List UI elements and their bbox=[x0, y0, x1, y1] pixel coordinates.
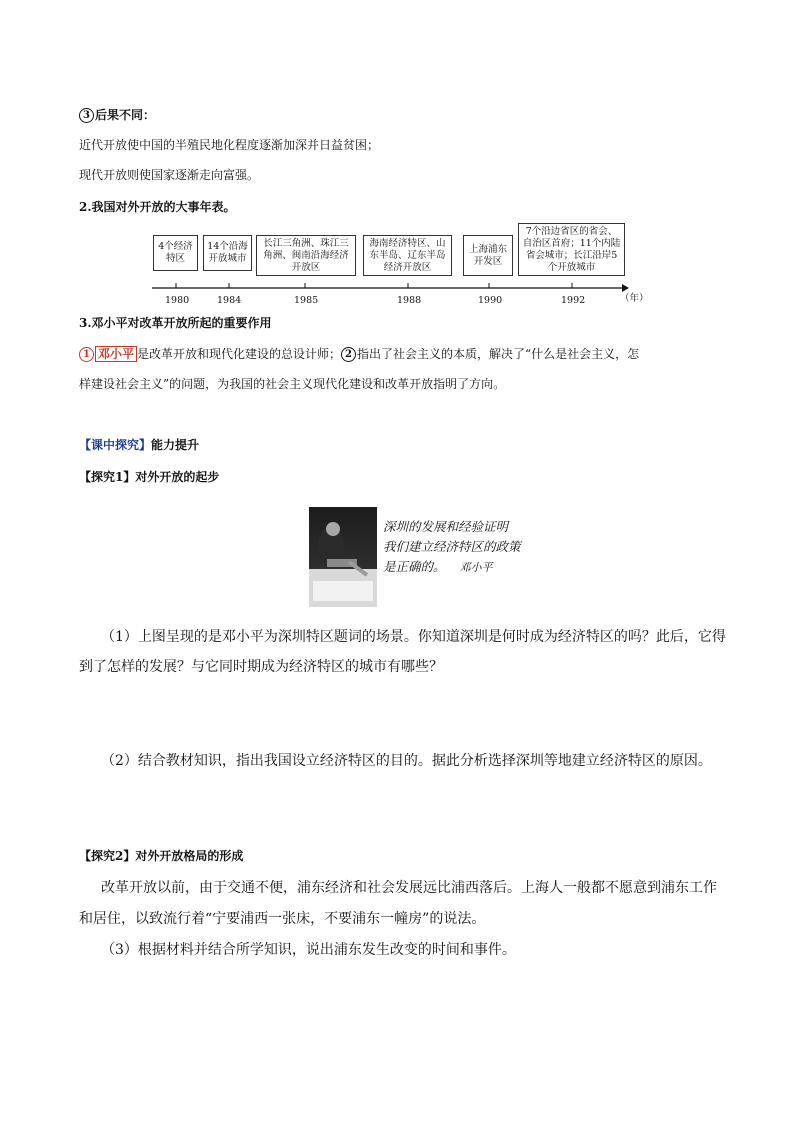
inclass-title: 能力提升 bbox=[151, 438, 200, 452]
deng-line-1 bbox=[79, 345, 639, 362]
timeline-heading: 2.我国对外开放的大事年表。 bbox=[79, 200, 236, 214]
timeline-event-1990: 上海浦东开发区 bbox=[463, 235, 513, 276]
explore1-heading: 【探究1】对外开放的起步 bbox=[79, 470, 220, 484]
deng-name: 邓小平 bbox=[95, 346, 137, 362]
consequence-line-1: 近代开放使中国的半殖民地化程度逐渐加深并日益贫困； bbox=[79, 138, 380, 152]
timeline-unit: （年） bbox=[620, 293, 649, 304]
material-line-2: 和居住，以致流行着“宁要浦西一张床，不要浦东一幢房”的说法。 bbox=[79, 911, 486, 927]
deng-inscription-photo bbox=[309, 507, 521, 607]
timeline-year-1988: 1988 bbox=[397, 295, 422, 306]
consequence-heading bbox=[79, 106, 155, 123]
timeline-event-1985: 长江三角洲、珠江三角洲、闽南沿海经济开放区 bbox=[256, 235, 356, 276]
inclass-heading bbox=[79, 436, 199, 453]
deng-line-2: 样建设社会主义”的问题，为我国的社会主义现代化建设和改革开放指明了方向。 bbox=[79, 377, 506, 391]
material-line-1: 改革开放以前，由于交通不便，浦东经济和社会发展远比浦西落后。上海人一般都不愿意到浦东工作 bbox=[101, 880, 717, 896]
question-1-line-1: （1）上图呈现的是邓小平为深圳特区题词的场景。你知道深圳是何时成为经济特区的吗？此后，它得 bbox=[101, 629, 726, 645]
question-2: （2）结合教材知识，指出我国设立经济特区的目的。据此分析选择深圳等地建立经济特区的原因。 bbox=[101, 753, 712, 769]
timeline-event-1980: 4个经济特区 bbox=[153, 235, 198, 271]
timeline-event-1988: 海南经济特区、山东半岛、辽东半岛经济开放区 bbox=[363, 235, 452, 276]
explore2-heading: 【探究2】对外开放格局的形成 bbox=[79, 849, 244, 863]
timeline-event-1984: 14个沿海开放城市 bbox=[203, 235, 252, 271]
timeline-event-1992: 7个沿边省区的省会、自治区首府；11个内陆省会城市；长江沿岸5个开放城市 bbox=[518, 223, 625, 276]
timeline-year-1990: 1990 bbox=[478, 295, 503, 306]
circle-number-2: 2 bbox=[341, 347, 356, 362]
timeline-year-1984: 1984 bbox=[217, 295, 242, 306]
deng-heading: 3.邓小平对改革开放所起的重要作用 bbox=[79, 316, 272, 330]
calligraphy-line-2: 我们建立经济特区的政策 bbox=[383, 539, 521, 554]
timeline-year-1985: 1985 bbox=[294, 295, 319, 306]
calligraphy-inscription bbox=[383, 517, 521, 578]
circle-number-1: 1 bbox=[79, 347, 94, 362]
timeline-year-1980: 1980 bbox=[165, 295, 190, 306]
question-1-line-2: 到了怎样的发展？与它同时期成为经济特区的城市有哪些？ bbox=[79, 659, 443, 675]
question-3: （3）根据材料并结合所学知识，说出浦东发生改变的时间和事件。 bbox=[101, 942, 516, 958]
timeline-axis bbox=[150, 282, 630, 296]
calligraphy-line-3: 是正确的。 邓小平 bbox=[383, 559, 493, 574]
consequence-line-2: 现代开放则使国家逐渐走向富强。 bbox=[79, 168, 260, 182]
timeline-year-1992: 1992 bbox=[561, 295, 586, 306]
inclass-bracket: 【课中探究】 bbox=[79, 438, 152, 452]
deng-writing-photo bbox=[309, 507, 377, 607]
deng-text-1: 是改革开放和现代化建设的总设计师； bbox=[137, 347, 342, 361]
calligraphy-signature: 邓小平 bbox=[459, 561, 493, 574]
calligraphy-line-1: 深圳的发展和经验证明 bbox=[383, 519, 509, 534]
consequence-title: 后果不同： bbox=[95, 108, 156, 122]
deng-text-2: 指出了社会主义的本质，解决了“什么是社会主义，怎 bbox=[357, 347, 640, 361]
circle-number-3: 3 bbox=[79, 108, 94, 123]
